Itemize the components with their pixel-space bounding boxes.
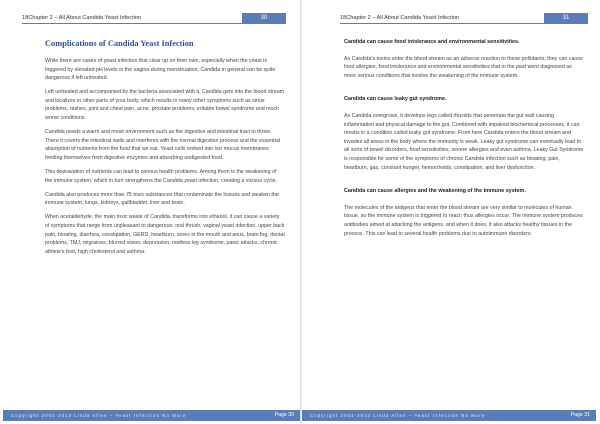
subsection-heading: Candida can cause food intolerance and environmental sensitivities. (344, 39, 520, 45)
header-rule (340, 23, 588, 24)
paragraph: As Candida overgrows, it develops legs called rhizoids that penetrate the gut wall causing inflammation and physical damage to the gut. Combined with impaired biochemical processes, it can results in a condition called leaky gut syndrome. From here Candida enters the blood stream and invades all areas in the body where the immunity is weak. Leaky gut syndrome can eventually lead to all sorts of bowel disorders, food sensitivities, severe allergies and even asthma. Leaky Gut Syndrome is responsible for some of the symptoms of chronic Candida infection such as bloating, pain, heartburn, gas, constant hunger, hemorrhoids, constipation, and liver dysfunction. (344, 112, 584, 171)
page-footer (3, 410, 300, 421)
footer-page-label: Page 30 (274, 412, 294, 418)
paragraph: When acetaldehyde, the main toxic waste of Candida, transforms into ethanol, it can cause a variety of symptoms that range from unpleasant to dangerous: oral thrush, vaginal yeast infection, upper back pain, bloating, diarrhea, constipation, GERD, heartburn, sores in the mouth and anus, brain fog, dental problems, TMJ, migraines, blurred vision, depression, restless leg syndrome, panic attacks, chronic athlete's foot, high cholesterol and asthma. (45, 214, 285, 255)
page-footer (302, 410, 596, 421)
footer-copyright: Copyright 2004-2013 Linda Allen – Yeast Infection No More (310, 413, 486, 418)
page-content (344, 38, 584, 244)
paragraph: Candida needs a warm and moist environment such as the digestive and intestinal tract to thrive. There it covers the intestinal walls and interferes with the normal digestion process and the essential absorption of nutrients from the food that we eat. Yeast cells embed into our mucus membranes feeding themselves from digestive enzymes and absorbing undigested food. (45, 129, 280, 161)
page-right (302, 0, 600, 424)
running-header-title: 18Chapter 2 – All About Candida Yeast Infection (340, 15, 460, 21)
paragraph: This depravation of nutrients can lead to serious health problems. Among them is the weakening of the immune system, which in turn strengthens the Candida yeast infection, creating a vicious cycle. (45, 169, 278, 184)
running-header-title: 18Chapter 2 – All About Candida Yeast Infection (22, 15, 142, 21)
header-page-number: 31 (544, 13, 588, 23)
page-header (22, 13, 286, 23)
footer-page-label: Page 31 (570, 412, 590, 418)
subsection-heading: Candida can cause allergies and the weakening of the immune system. (344, 188, 526, 195)
subsection-heading: Candida can cause leaky gut syndrome. (344, 96, 447, 103)
paragraph: Candida also produces more than 75 toxic substances that contaminate the tissues and weaken the immune system, lungs, kidneys, gallbladder, liver and brain. (45, 191, 279, 207)
section-title: Complications of Candida Yeast Infection (45, 39, 194, 48)
paragraph: The molecules of the antigens that enter the blood stream are very similar to molecules of human tissue, so the immune system is triggered to react; thus allergies occur. The immune system produces antibodies aimed at attacking the antigens, and when it does, it also attacks healthy tissues in the process. This can lead to several health problems due to autoimmune disorders. (344, 204, 583, 237)
paragraph: Left untreated and accompanied by the bacteria associated with it, Candida gets into the blood stream and localizes in other parts of your body, which results in many other symptoms such as sinus problems, rashes, joint and chest pain, acne, prostate problems, irritable bowel syndrome and much worse conditions. (45, 89, 285, 122)
header-page-number: 30 (242, 13, 286, 23)
paragraph: While there are cases of yeast infection that clear up on their own, especially when the yeast is triggered by elevated pH levels in the vagina during menstruation, Candida in general can be quite dangerous if left untreated. (45, 58, 276, 82)
footer-copyright: Copyright 2004-2013 Linda Allen – Yeast Infection No More (11, 413, 187, 418)
header-rule (22, 23, 286, 24)
paragraph: As Candida's toxins enter the blood stream as an adverse reaction to these pollutants, they can cause food allergies, food intolerance and environmental sensitivities that in the past were diagnosed as more serious conditions that involve the weakening of the immune system. (344, 55, 583, 79)
page-header (340, 13, 588, 23)
page-content (45, 38, 285, 262)
